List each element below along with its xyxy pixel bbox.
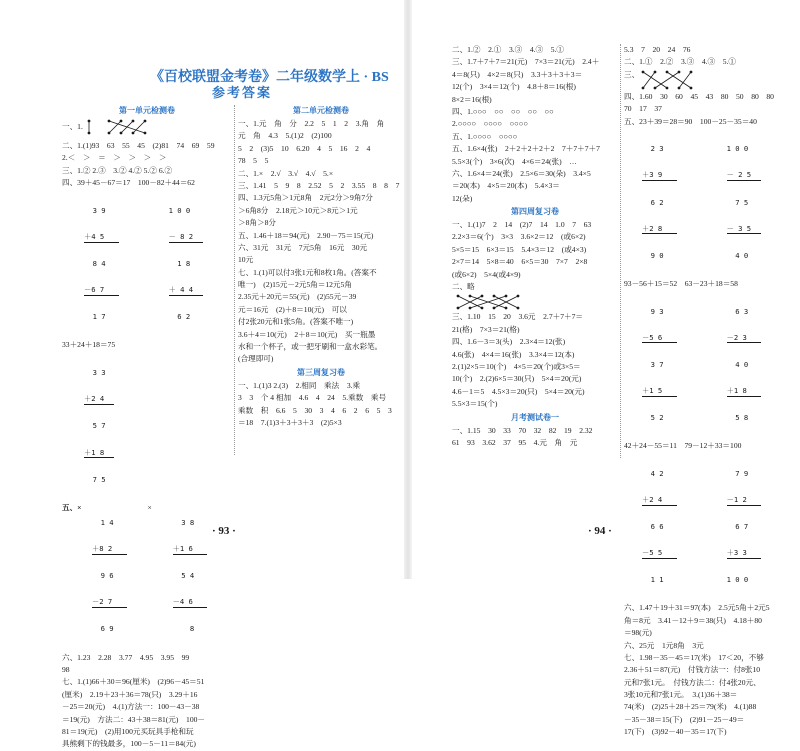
answer-line: 元和7张1元。 付钱方法二：付4张20元、 [624, 677, 761, 687]
answer-line: 元＝16元 (2)＋8＝10(元) 可以 [238, 304, 347, 314]
right-column-1 [452, 44, 618, 449]
answer-line: 七、1.(1)可以付3张1元和8枚1角。(答案不 [238, 267, 377, 277]
answer-line: 98 [62, 664, 70, 674]
vertical-calculation: 1 4 ＋8 2 9 6 －2 7 6 9 [92, 502, 127, 652]
vertical-calculation: 1 0 0 － 2 5 7 5 － 3 5 4 0 [727, 128, 762, 278]
answer-line: ＝18 7.(1)3＋3＋3＋3 (2)5×3 [238, 417, 342, 427]
answer-line: 12(朵) [452, 193, 473, 203]
answer-line: (合理即可) [238, 354, 274, 364]
answer-line: 12(个) 3×4＝12(个) 4.8＋8＝16(根) [452, 82, 576, 92]
answer-line: 三、1.7＋7＋7＝21(元) 7×3＝21(元) 2.4＋ [452, 57, 600, 67]
page-number-right: · 94 · [588, 525, 612, 537]
q3-label: 三、 [624, 69, 640, 79]
answer-line: 具熊剩下的钱最多，100－5－11＝84(元) [62, 739, 196, 749]
answer-line: 六、31元 31元 7元5角 16元 30元 [238, 242, 368, 252]
section-title-week3: 第三周复习卷 [297, 367, 345, 377]
vertical-calc-group [624, 290, 796, 440]
vertical-calculation: 7 9 －1 2 6 7 ＋3 3 1 0 0 [727, 452, 762, 602]
answer-line: 一、1.(1)3 2.(3) 2.相同 乘法 3.乘 [238, 380, 361, 390]
answer-line: 5.5×3(个) 3×6(次) 4×6＝24(张) … [452, 156, 577, 166]
answer-line: 四、39＋45－67＝17 100－82＋44＝62 [62, 178, 195, 188]
answer-line: 七、1.(1)66＋30＝96(厘米) (2)96－45＝51 [62, 677, 205, 687]
answer-line: ＝19(元) 方法二：43＋38＝81(元) 100－ [62, 714, 206, 724]
answer-line: 5×5＝15 6×3＝15 5.4×3＝12 (或4×3) [452, 244, 587, 254]
answer-line: 五、23＋39＝28＝90 100－25－35＝40 [624, 116, 757, 126]
answer-line: 2.35元＋20元＝55(元) (2)55元－39 [238, 292, 357, 302]
answer-line: 二、1.① 2.② 3.③ 4.③ 5.① [624, 57, 737, 67]
answer-line: 2.○○○○ ○○○○ ○○○○ [452, 119, 528, 129]
book-title: 《百校联盟金考卷》二年级数学上 · BS [150, 70, 389, 85]
q1-row [62, 118, 232, 140]
answer-line: 付2张20元和1张5角。(答案不唯一) [238, 317, 354, 327]
answer-line: 5.3 7 20 24 76 [624, 45, 691, 54]
answer-line: －25＝20(元) 4.(1)方法一：100－43－38 [62, 702, 200, 712]
vertical-calculation: 4 2 ＋2 4 6 6 －5 5 1 1 [642, 452, 677, 602]
answer-line: －35－38＝15(下) (2)91－25－49＝ [624, 714, 745, 724]
answer-line: 42＋24－55＝11 79－12＋33＝100 [624, 441, 742, 451]
answer-line: ＞6角8分 2.18元＞10元＞8元＞1元 [238, 205, 358, 215]
vertical-calculation: 1 0 0 － 8 2 1 8 ＋ 4 4 6 2 [169, 190, 204, 340]
column-divider [620, 44, 621, 458]
answer-line: 一、1.元 角 分 2.2 5 1 2 3.角 角 [238, 119, 385, 128]
answer-line: 五、1.46＋18＝94(元) 2.90－75＝15(元) [238, 230, 374, 240]
answer-line: 93－56＋15＝52 63－23＋18＝58 [624, 278, 738, 288]
q5-mark: × [147, 502, 152, 512]
answer-line: 三、1.10 15 20 3.6元 2.7＋7＋7＝ [452, 312, 583, 322]
answer-line: 17(下) (3)92－40－35＝17(下) [624, 727, 727, 737]
vertical-calc-group [62, 190, 232, 340]
q5-row [62, 502, 232, 652]
answer-line: 二、1.× 2.√ 3.√ 4.√ 5.× [238, 168, 334, 178]
answer-line: ＝98(元) [624, 628, 652, 638]
q5-label: 五、× [62, 502, 82, 512]
answer-line: 81＝19(元) (2)用100元买玩具手枪和玩 [62, 726, 194, 736]
answer-line: (或6×2) 5×4(或4×9) [452, 269, 521, 279]
answer-line: 8×2＝16(根) [452, 94, 492, 104]
answer-line: 六、1.23 2.28 3.77 4.95 3.95 99 [62, 652, 190, 662]
left-column-1 [62, 104, 232, 751]
answer-line: 角＝8元 3.41－12＋9＝38(只) 4.18＋80 [624, 615, 762, 625]
answer-line: 2×7＝14 5×8＝40 6×5＝30 7×7 2×8 [452, 257, 588, 267]
answer-line: 四、1.6－3＝3(头) 2.3×4＝12(张) [452, 337, 566, 347]
section-title-monthly-test: 月考测试卷一 [511, 412, 559, 422]
vertical-calculation: 9 3 －5 6 3 7 ＋1 5 5 2 [642, 290, 677, 440]
answer-line: 4.6(张) 4×4＝16(张) 3.3×4＝12(本) [452, 349, 575, 359]
answer-line: 3.6＋4＝10(元) 2＋8＝10(元) 买一瓶墨 [238, 329, 376, 339]
answer-line: 三、1.41 5 9 8 2.52 5 2 3.55 8 8 7 [238, 180, 400, 190]
answer-line: 3 3 个 4 相加 4.6 4 24 5.乘数 乘号 [238, 393, 387, 403]
page-number-left: · 93 · [212, 525, 236, 537]
vertical-calculation: 3 8 ＋1 6 5 4 －4 6 8 [173, 502, 208, 652]
answer-line: 六、1.6×4＝24(张) 2.5×6＝30(朵) 3.4×5 [452, 168, 591, 178]
section-title-unit1: 第一单元检测卷 [119, 106, 175, 115]
answer-line: 七、1.98－35－45＝17(米) 17＜20，不够 [624, 652, 764, 662]
answer-line: 水和一个杯子，或一把牙刷和一盒水彩笔。 [238, 342, 383, 352]
vertical-calculation: 3 9 ＋4 5 8 4 －6 7 1 7 [84, 190, 119, 340]
answer-line: 唯一) (2)15元－2元5角＝12元5角 [238, 280, 352, 290]
answer-line: 乘数 积 6.6 5 30 3 4 6 2 6 5 3 [238, 405, 392, 415]
answer-line: 2.(1)2×5＝10(个) 4×5＝20(个)或3×5＝ [452, 361, 581, 371]
answer-line: (厘米) 2.19＋23＋36＝78(只) 3.29＋16 [62, 689, 198, 699]
answer-line: 3张10元和7张1元。 3.(1)36＋38＝ [624, 690, 738, 700]
right-page [408, 0, 800, 737]
q3-row [624, 69, 796, 91]
answer-line: 61 93 3.62 37 95 4.元 角 元 [452, 437, 578, 447]
q1-label: 一、1. [62, 121, 83, 131]
answer-line: 10(个) 2.(2)6×5＝30(只) 5×4＝20(元) [452, 374, 582, 384]
answer-line: ＞8角＞8分 [238, 218, 276, 228]
vertical-calculation: 3 3 ＋2 4 5 7 ＋1 8 7 5 [84, 352, 232, 502]
answer-line: 74(米) (2)25＋28＋25＝79(米) 4.(1)88 [624, 702, 757, 712]
matching-lines-icon [639, 69, 699, 91]
answer-line: 33＋24＋18＝75 [62, 340, 116, 350]
answer-line: 4.6－1＝5 4.5×3＝20(只) 5×4＝20(元) [452, 386, 585, 396]
answer-key-heading: 参考答案 [212, 85, 273, 100]
answer-line: 5 2 (3)5 10 6.20 4 5 16 2 4 [238, 143, 371, 153]
answer-line: ＝20(本) 4×5＝20(本) 5.4×3＝ [452, 181, 560, 191]
answer-line: 一、1.15 30 33 70 32 82 19 2.32 [452, 425, 593, 435]
answer-line: 四、1.○○○ ○○ ○○ ○○ ○○ [452, 106, 554, 116]
vertical-calc-group [62, 352, 232, 502]
column-divider [234, 105, 235, 455]
answer-line: 70 17 37 [624, 104, 662, 114]
vertical-calc-group [624, 452, 796, 602]
answer-line: 二、1.② 2.① 3.③ 4.③ 5.① [452, 45, 565, 54]
answer-line: 5.5×3＝15(个) [452, 399, 498, 409]
vertical-calculation: 6 3 －2 3 4 0 ＋1 8 5 8 [727, 290, 762, 440]
answer-line: 六、1.47＋19＋31＝97(本) 2.5元5角＋2元5 [624, 603, 770, 613]
answer-line: 21(格) 7×3＝21(格) [452, 324, 520, 334]
answer-line: 二、1.(1)93 63 55 45 (2)81 74 69 59 [62, 141, 215, 150]
answer-line: 元 角 4.3 5.(1)2 (2)100 [238, 131, 332, 141]
section-title-unit2: 第二单元检测卷 [293, 106, 349, 115]
answer-line: 78 5 5 [238, 156, 269, 166]
answer-line: 10元 [238, 255, 254, 265]
matching-lines-icon [85, 118, 155, 136]
answer-line: 五、1.○○○○ ○○○○ [452, 131, 518, 141]
answer-line: 六、25元 1元8角 3元 [624, 640, 704, 650]
answer-line: 2.＜ ＞ ＝ ＞ ＞ ＞ ＞ [62, 153, 167, 163]
answer-line: 4＝8(只) 4×2＝8(只) 3.3＋3＋3＋3＝ [452, 69, 583, 79]
answer-line: 三、1.② 2.③ 3.② 4.② 5.② 6.② [62, 165, 173, 175]
answer-line: 2.36＋51＝87(元) 付钱方法一：付8张10 [624, 665, 761, 675]
section-title-week4: 第四周复习卷 [511, 207, 559, 217]
vertical-calculation: 2 3 ＋3 9 6 2 ＋2 8 9 0 [642, 128, 677, 278]
answer-line: 四、1.60 30 60 45 43 80 50 80 80 [624, 91, 774, 101]
left-column-2 [238, 104, 404, 429]
answer-line: 2.2×3＝6(个) 3×3 3.6×2＝12 (或6×2) [452, 232, 586, 242]
answer-line: 四、1.3元5角＞1元8角 2元2分＞9角7分 [238, 193, 373, 203]
vertical-calc-group [624, 128, 796, 278]
answer-line: 二、略 [452, 282, 475, 292]
answer-line: 一、1.(1)7 2 14 (2)7 14 1.0 7 63 [452, 220, 592, 230]
right-column-2 [624, 44, 796, 739]
matching-lines-icon [452, 293, 542, 311]
answer-line: 五、1.6×4(张) 2＋2＋2＋2＋2 7＋7＋7＋7 [452, 144, 600, 154]
